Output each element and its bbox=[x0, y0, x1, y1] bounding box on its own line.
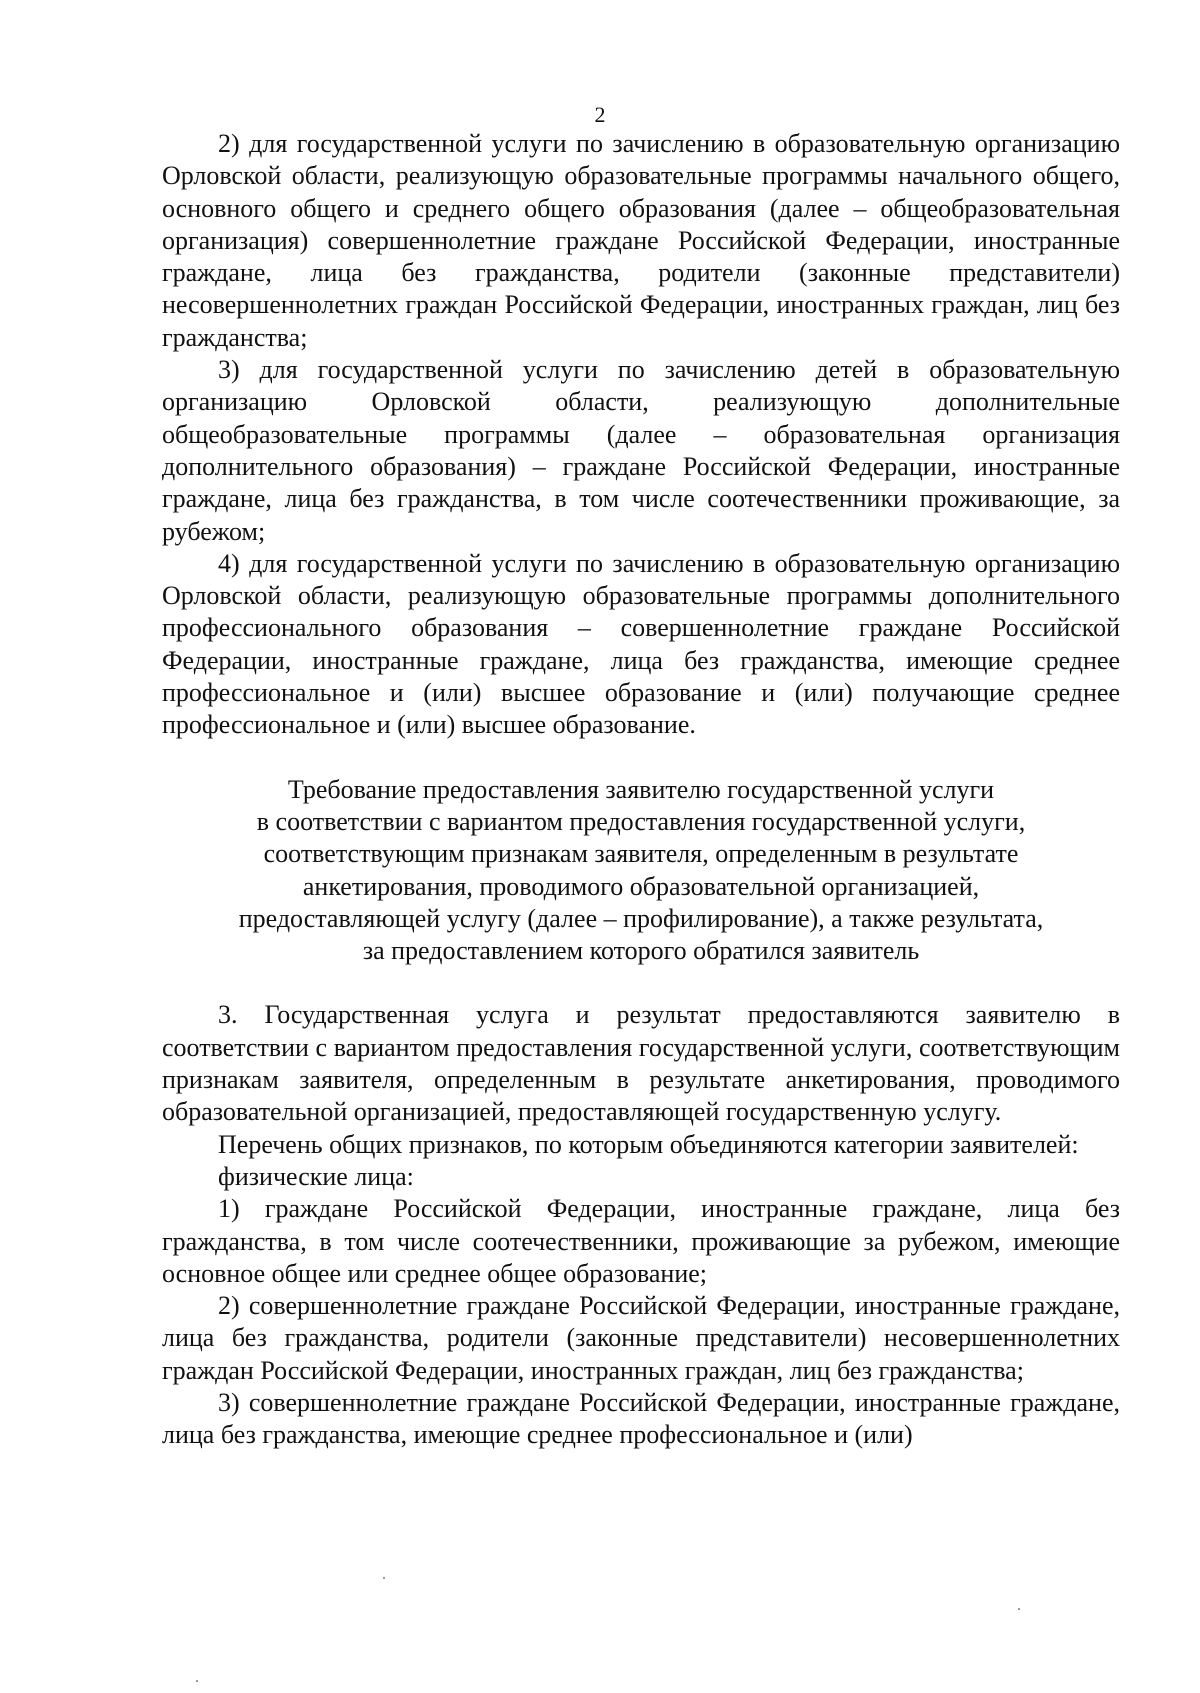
paragraph-category-2: 2) совершеннолетние граждане Российской Федерации, иностранные граждане, лица без гражданства, родители (законные представители) несовершеннолетних граждан Российской Федерации, иностранных граждан, лиц без гражданства; bbox=[162, 1291, 1120, 1385]
heading-line: предоставляющей услугу (далее – профилирование), а также результата, bbox=[238, 903, 1044, 933]
scan-speck bbox=[383, 1577, 385, 1579]
page-number: 2 bbox=[594, 102, 606, 127]
heading-line: Требование предоставления заявителю государственной услуги bbox=[287, 774, 995, 804]
paragraph-item-2: 2) для государственной услуги по зачислению в образовательную организацию Орловской области, реализующую образовательные программы начального общего, основного общего и среднего общего образования (далее – общеобразовательная организация) совершеннолетние граждане Российской Федерации, иностранные граждане, лица без гражданства, родители (законные представители) несовершеннолетних граждан Российской Федерации, иностранных граждан, лиц без гражданства; bbox=[162, 129, 1120, 352]
scan-speck bbox=[1018, 1608, 1020, 1610]
paragraph-individuals: физические лица: bbox=[218, 1161, 414, 1191]
paragraph-category-1: 1) граждане Российской Федерации, иностранные граждане, лица без гражданства, в том числе соотечественники, проживающие за рубежом, имеющие основное общее или среднее общее образование; bbox=[162, 1194, 1120, 1288]
heading-line: анкетирования, проводимого образовательной организацией, bbox=[302, 871, 980, 901]
heading-line: соответствующим признакам заявителя, определенным в результате bbox=[263, 839, 1019, 869]
paragraph-category-3: 3) совершеннолетние граждане Российской Федерации, иностранные граждане, лица без гражданства, имеющие среднее профессиональное и (или) bbox=[162, 1387, 1120, 1450]
heading-line: за предоставлением которого обратился заявитель bbox=[362, 936, 920, 966]
paragraph-clause-3: 3. Государственная услуга и результат предоставляются заявителю в соответствии с вариантом предоставления государственной услуги, соответствующим признакам заявителя, определенным в результате анкетирования, проводимого образовательной организацией, предоставляющей государственную услугу. bbox=[162, 1000, 1120, 1127]
paragraph-criteria-intro: Перечень общих признаков, по которым объединяются категории заявителей: bbox=[218, 1129, 1079, 1159]
document-body bbox=[162, 128, 1120, 1452]
paragraph-item-3: 3) для государственной услуги по зачислению детей в образовательную организацию Орловской области, реализующую дополнительные общеобразовательные программы (далее – образовательная организация дополнительного образования) – граждане Российской Федерации, иностранные граждане, лица без гражданства, в том числе соотечественники проживающие, за рубежом; bbox=[162, 355, 1120, 546]
paragraph-item-4: 4) для государственной услуги по зачислению в образовательную организацию Орловской области, реализующую образовательные программы дополнительного профессионального образования – совершеннолетние граждане Российской Федерации, иностранные граждане, лица без гражданства, имеющие среднее профессиональное и (или) высшее образование и (или) получающие среднее профессиональное и (или) высшее образование. bbox=[162, 548, 1120, 740]
section-heading bbox=[162, 774, 1120, 968]
scan-speck bbox=[196, 1680, 198, 1682]
heading-line: в соответствии с вариантом предоставления государственной услуги, bbox=[256, 806, 1026, 836]
